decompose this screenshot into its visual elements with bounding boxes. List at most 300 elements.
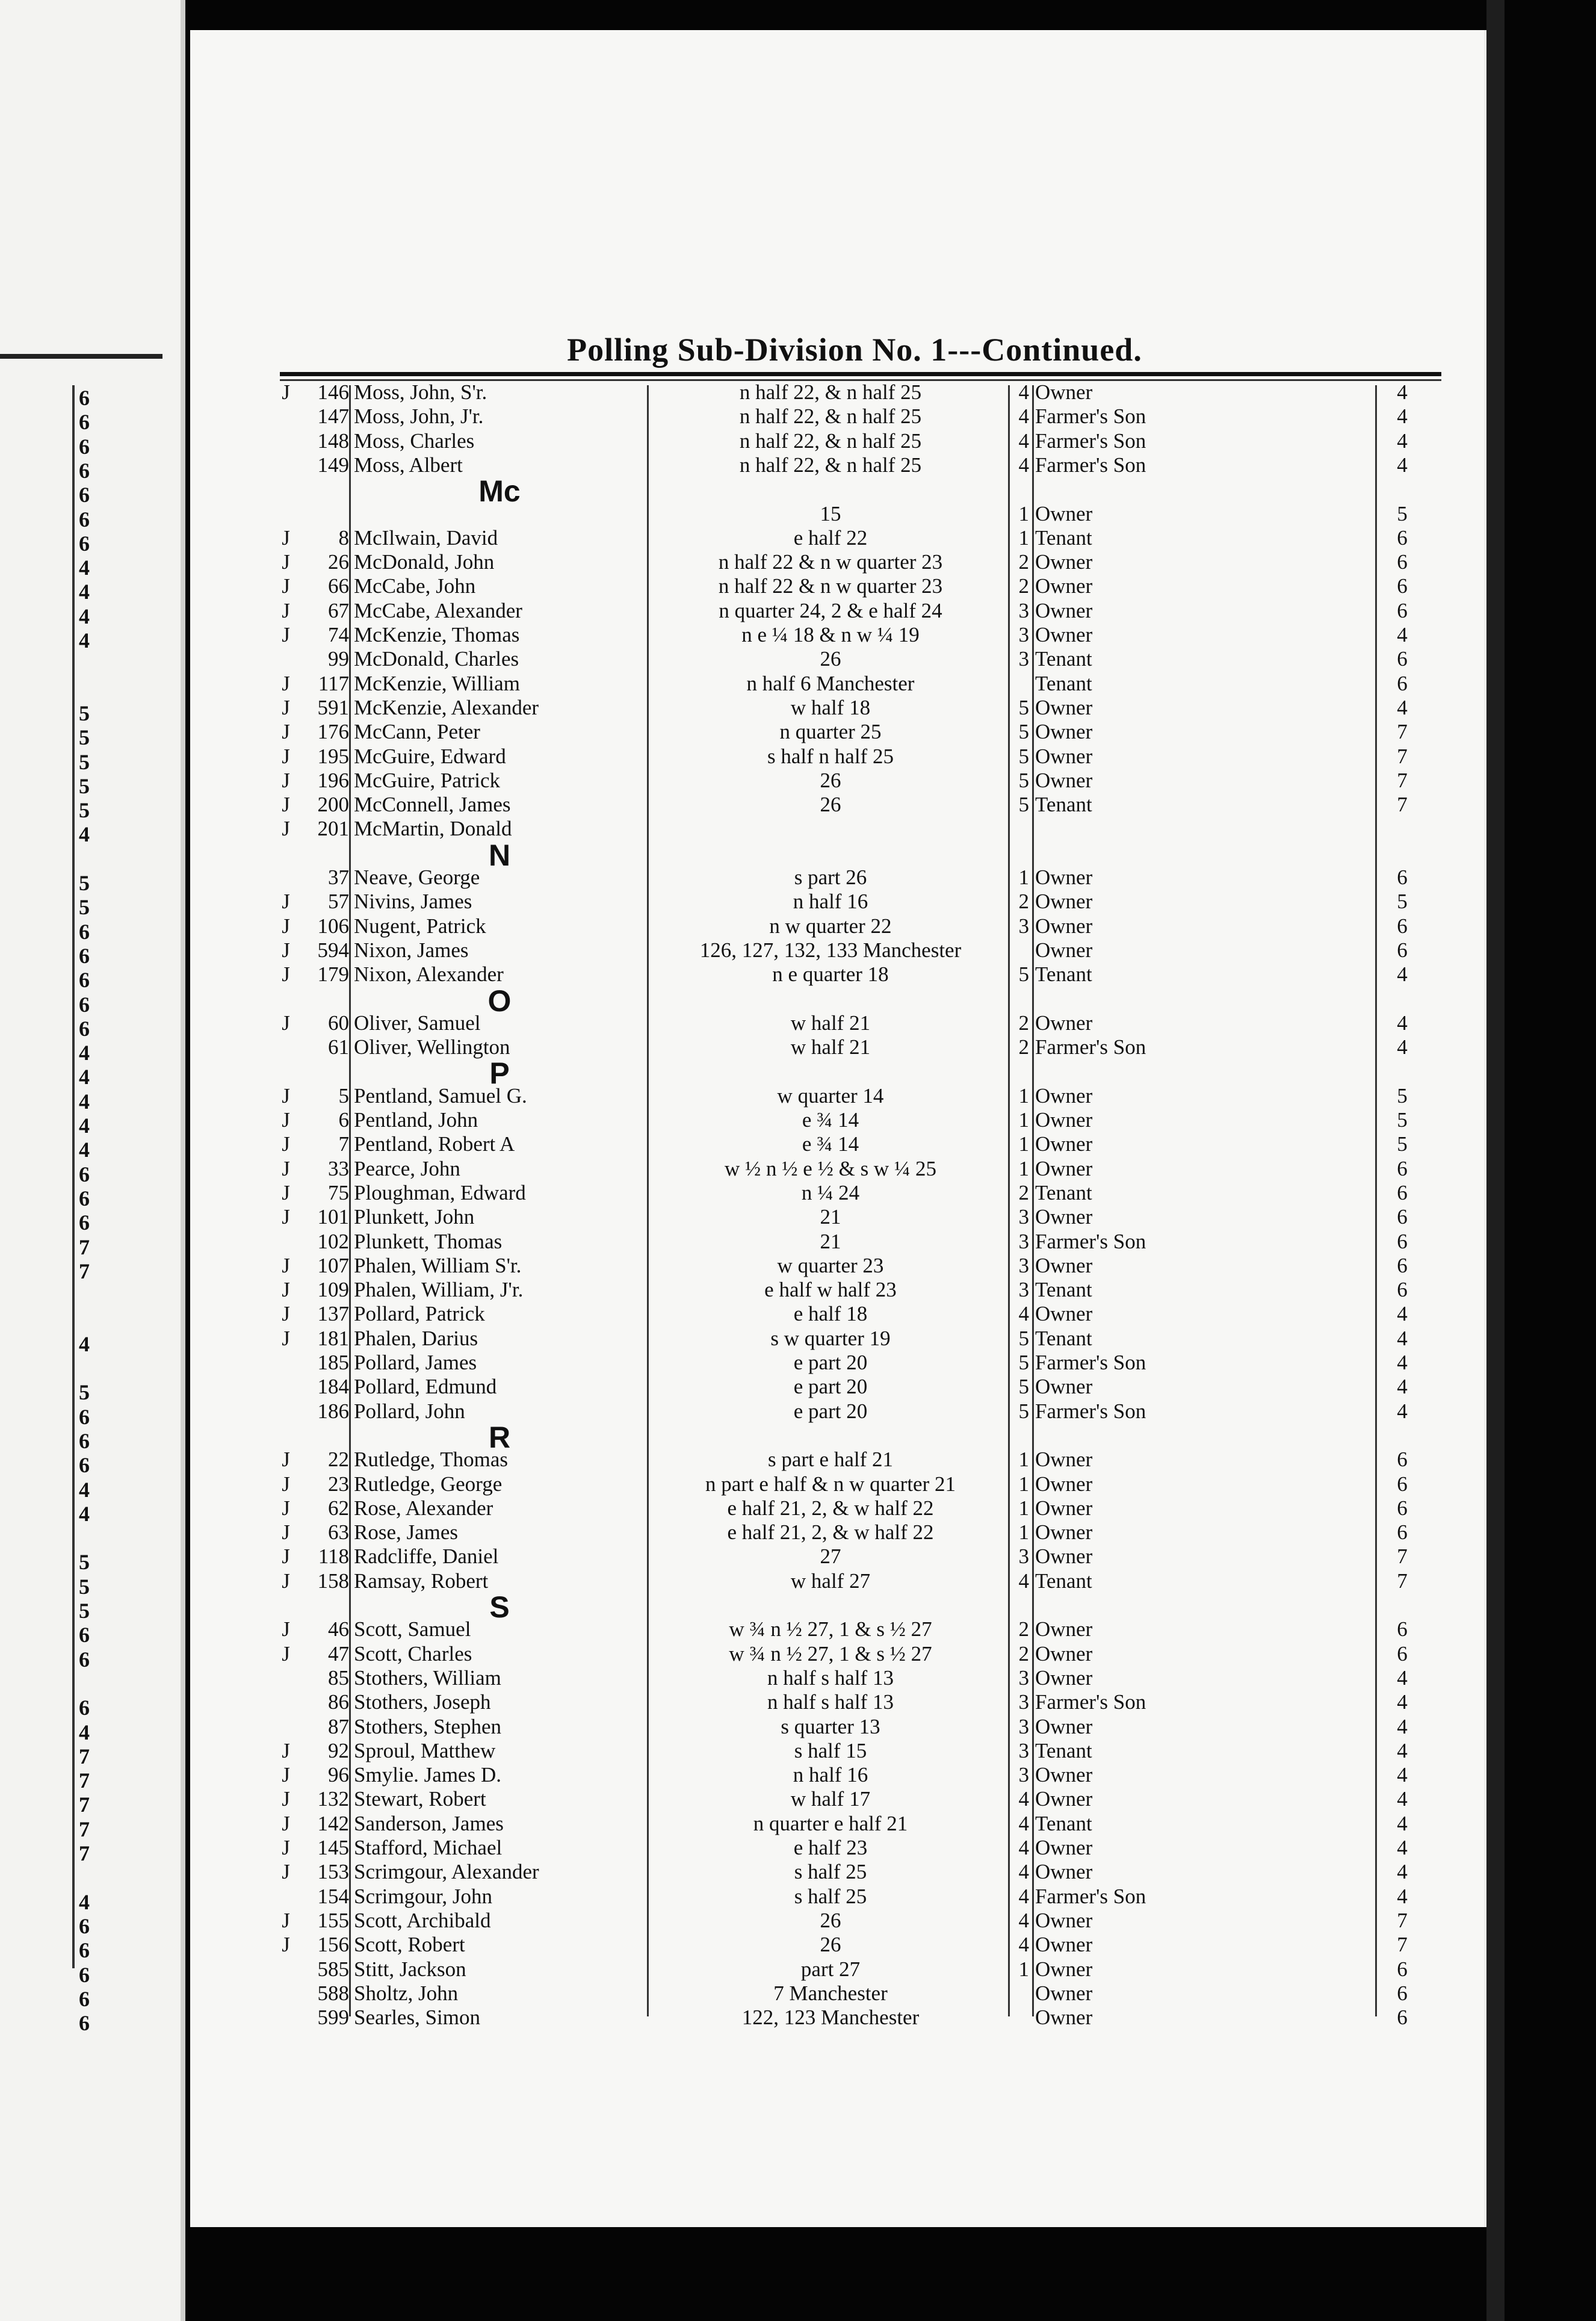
lot-description: s half 15 — [794, 1738, 867, 1762]
concession: 4 — [1018, 1787, 1029, 1811]
left-margin-value: 6 — [79, 483, 90, 507]
voter-name: Scott, Archibald — [354, 1908, 491, 1932]
table-row — [0, 1084, 1596, 1108]
table-row — [0, 380, 1596, 404]
voter-number: 176 — [317, 720, 349, 744]
polling-value: 7 — [1397, 1908, 1408, 1932]
left-margin-value: 4 — [79, 580, 90, 604]
concession: 4 — [1018, 1884, 1029, 1908]
polling-value: 5 — [1397, 501, 1408, 525]
voter-number: 156 — [317, 1933, 349, 1957]
polling-value: 6 — [1397, 914, 1408, 938]
table-row — [0, 890, 1596, 914]
lot-description: 126, 127, 132, 133 Manchester — [699, 938, 962, 962]
left-margin-value: 4 — [79, 1138, 90, 1162]
table-row — [0, 672, 1596, 696]
voter-number: 585 — [317, 1957, 349, 1981]
voter-name: Smylie. James D. — [354, 1763, 501, 1787]
voter-name: Pentland, Robert A — [354, 1132, 515, 1156]
voter-name: McCann, Peter — [354, 720, 480, 744]
voter-number: 147 — [317, 404, 349, 429]
voter-name: Nivins, James — [354, 890, 472, 914]
lot-description: w ¾ n ½ 27, 1 & s ½ 27 — [729, 1641, 932, 1666]
polling-value: 6 — [1397, 2006, 1408, 2030]
juror-mark: J — [282, 574, 290, 598]
juror-mark: J — [282, 793, 290, 817]
status: Owner — [1035, 744, 1093, 768]
voter-name: Neave, George — [354, 866, 480, 889]
concession: 2 — [1018, 1180, 1029, 1204]
table-row — [0, 1302, 1596, 1326]
juror-mark: J — [282, 1496, 290, 1520]
lot-description: w half 21 — [790, 1035, 871, 1059]
table-row — [0, 817, 1596, 841]
juror-mark: J — [282, 938, 290, 962]
polling-value: 4 — [1397, 429, 1408, 453]
polling-value: 4 — [1397, 1375, 1408, 1399]
status: Tenant — [1035, 793, 1092, 817]
voter-name: Stothers, Stephen — [354, 1714, 501, 1738]
voter-name: Oliver, Samuel — [354, 1011, 481, 1035]
lot-description: n half 16 — [793, 1763, 868, 1787]
lot-description: n e quarter 18 — [772, 962, 889, 987]
polling-value: 4 — [1397, 1666, 1408, 1690]
status: Tenant — [1035, 962, 1092, 987]
table-row — [0, 1448, 1596, 1472]
status: Tenant — [1035, 1569, 1092, 1593]
juror-mark: J — [282, 1811, 290, 1835]
voter-name: Nugent, Patrick — [354, 914, 486, 938]
concession: 1 — [1018, 1083, 1029, 1108]
voter-number: 142 — [317, 1811, 349, 1835]
voter-name: Pollard, John — [354, 1399, 465, 1423]
juror-mark: J — [282, 1156, 290, 1180]
left-margin-value: 6 — [79, 1186, 90, 1210]
left-margin-value: 7 — [79, 1259, 90, 1283]
title-rule — [280, 372, 1441, 376]
status: Owner — [1035, 1908, 1093, 1932]
voter-name: Nixon, James — [354, 938, 469, 962]
voter-number: 137 — [317, 1302, 349, 1326]
status: Owner — [1035, 1981, 1093, 2005]
concession: 4 — [1018, 1933, 1029, 1957]
juror-mark: J — [282, 962, 290, 987]
concession: 1 — [1018, 866, 1029, 889]
concession: 2 — [1018, 1035, 1029, 1059]
table-row — [0, 1254, 1596, 1278]
juror-mark: J — [282, 890, 290, 914]
status: Owner — [1035, 598, 1093, 622]
table-row — [0, 1472, 1596, 1496]
table-row — [0, 1982, 1596, 2006]
left-rule — [0, 354, 162, 359]
lot-description: 27 — [820, 1545, 841, 1569]
lot-description: s half n half 25 — [767, 744, 894, 768]
voter-name: Pollard, Edmund — [354, 1375, 497, 1399]
concession: 1 — [1018, 1520, 1029, 1545]
lot-description: w half 17 — [790, 1787, 871, 1811]
polling-value: 4 — [1397, 404, 1408, 429]
table-row — [0, 793, 1596, 817]
lot-description: n quarter 25 — [779, 720, 882, 744]
voter-name: Pearce, John — [354, 1156, 460, 1180]
juror-mark: J — [282, 623, 290, 646]
concession: 2 — [1018, 1617, 1029, 1641]
status: Owner — [1035, 1205, 1093, 1229]
left-margin-value: 6 — [79, 531, 90, 556]
voter-number: 155 — [317, 1908, 349, 1932]
polling-value: 6 — [1397, 598, 1408, 622]
status: Owner — [1035, 1496, 1093, 1520]
table-row — [0, 720, 1596, 744]
status: Owner — [1035, 1132, 1093, 1156]
polling-value: 4 — [1397, 623, 1408, 646]
table-row — [0, 1739, 1596, 1763]
polling-value: 4 — [1397, 453, 1408, 477]
polling-value: 4 — [1397, 1763, 1408, 1787]
juror-mark: J — [282, 1569, 290, 1593]
left-margin-value: 7 — [79, 1841, 90, 1865]
lot-description: e half w half 23 — [764, 1278, 897, 1302]
voter-number: 6 — [338, 1108, 349, 1132]
juror-mark: J — [282, 914, 290, 938]
left-margin-value: 7 — [79, 1235, 90, 1259]
left-margin-value: 4 — [79, 1089, 90, 1114]
lot-description: 26 — [820, 647, 841, 671]
lot-description: n half 6 Manchester — [746, 671, 915, 695]
voter-number: 57 — [328, 890, 349, 914]
polling-value: 7 — [1397, 744, 1408, 768]
left-margin-value: 4 — [79, 628, 90, 652]
lot-description: n quarter e half 21 — [753, 1811, 908, 1835]
concession: 4 — [1018, 1302, 1029, 1326]
lot-description: w quarter 23 — [777, 1253, 884, 1277]
page-title: Polling Sub-Division No. 1---Continued. — [567, 332, 1142, 368]
concession: 3 — [1018, 1666, 1029, 1690]
juror-mark: J — [282, 744, 290, 768]
polling-value: 4 — [1397, 1326, 1408, 1350]
voter-number: 146 — [317, 380, 349, 404]
voter-name: Scott, Charles — [354, 1641, 472, 1666]
voter-number: 75 — [328, 1180, 349, 1204]
voter-name: McKenzie, William — [354, 671, 520, 695]
voter-number: 196 — [317, 768, 349, 792]
juror-mark: J — [282, 1738, 290, 1762]
left-margin-value: 5 — [79, 871, 90, 895]
voter-number: 106 — [317, 914, 349, 938]
lot-description: 26 — [820, 768, 841, 792]
voter-number: 33 — [328, 1156, 349, 1180]
juror-mark: J — [282, 695, 290, 719]
table-row — [0, 1520, 1596, 1545]
concession: 1 — [1018, 1496, 1029, 1520]
concession: 3 — [1018, 1229, 1029, 1253]
voter-number: 87 — [328, 1714, 349, 1738]
polling-value: 6 — [1397, 647, 1408, 671]
concession: 3 — [1018, 1763, 1029, 1787]
polling-value: 6 — [1397, 1520, 1408, 1545]
voter-name: Scott, Samuel — [354, 1617, 471, 1641]
juror-mark: J — [282, 1326, 290, 1350]
concession: 3 — [1018, 914, 1029, 938]
table-row — [0, 1957, 1596, 1982]
concession: 4 — [1018, 453, 1029, 477]
table-row — [0, 599, 1596, 623]
status: Owner — [1035, 1763, 1093, 1787]
concession: 5 — [1018, 962, 1029, 987]
juror-mark: J — [282, 1132, 290, 1156]
table-row — [0, 502, 1596, 526]
status: Tenant — [1035, 671, 1092, 695]
left-margin-value: 6 — [79, 1016, 90, 1041]
concession: 2 — [1018, 1011, 1029, 1035]
voter-name: McGuire, Patrick — [354, 768, 500, 792]
lot-description: n half 22, & n half 25 — [739, 429, 922, 453]
voter-name: Oliver, Wellington — [354, 1035, 510, 1059]
lot-description: e half 23 — [793, 1836, 868, 1859]
lot-description: s part 26 — [794, 866, 867, 889]
status: Tenant — [1035, 647, 1092, 671]
voter-name: Plunkett, John — [354, 1205, 475, 1229]
table-row — [0, 1909, 1596, 1933]
table-row — [0, 526, 1596, 550]
voter-number: 67 — [328, 598, 349, 622]
polling-value: 7 — [1397, 1933, 1408, 1957]
voter-number: 118 — [318, 1545, 349, 1569]
status: Owner — [1035, 1957, 1093, 1981]
juror-mark: J — [282, 817, 290, 841]
juror-mark: J — [282, 1545, 290, 1569]
left-margin-value: 6 — [79, 458, 90, 483]
table-row — [0, 429, 1596, 453]
concession: 1 — [1018, 525, 1029, 550]
voter-number: 185 — [317, 1351, 349, 1374]
lot-description: part 27 — [800, 1957, 861, 1981]
voter-name: Moss, John, S'r. — [354, 380, 487, 404]
status: Farmer's Son — [1035, 1035, 1146, 1059]
table-row — [0, 1690, 1596, 1714]
voter-name: Rose, James — [354, 1520, 459, 1545]
concession: 2 — [1018, 550, 1029, 574]
table-row — [0, 1836, 1596, 1860]
lot-description: n half s half 13 — [767, 1666, 894, 1690]
concession: 2 — [1018, 1641, 1029, 1666]
concession: 3 — [1018, 647, 1029, 671]
lot-description: 21 — [820, 1229, 841, 1253]
left-margin-value: 6 — [79, 1647, 90, 1672]
lot-description: s w quarter 19 — [770, 1326, 891, 1350]
table-row — [0, 2006, 1596, 2030]
voter-name: Moss, John, J'r. — [354, 404, 484, 429]
table-row — [0, 866, 1596, 890]
voter-name: Phalen, Darius — [354, 1326, 478, 1350]
polling-value: 6 — [1397, 1957, 1408, 1981]
voter-number: 154 — [317, 1884, 349, 1908]
lot-description: e ¾ 14 — [802, 1108, 859, 1132]
status: Tenant — [1035, 1180, 1092, 1204]
left-margin-value: 6 — [79, 1162, 90, 1186]
polling-value: 4 — [1397, 1035, 1408, 1059]
table-row — [0, 745, 1596, 769]
concession: 5 — [1018, 1399, 1029, 1423]
polling-value: 4 — [1397, 1836, 1408, 1859]
section-letter-text: N — [488, 838, 511, 872]
lot-description: n w quarter 22 — [769, 914, 892, 938]
concession: 1 — [1018, 1472, 1029, 1496]
status: Farmer's Son — [1035, 453, 1146, 477]
left-margin-value: 5 — [79, 895, 90, 920]
polling-value: 4 — [1397, 1302, 1408, 1326]
table-row — [0, 1860, 1596, 1884]
table-row — [0, 1327, 1596, 1351]
table-row — [0, 623, 1596, 647]
lot-description: n half 22, & n half 25 — [739, 380, 922, 404]
voter-name: McCabe, Alexander — [354, 598, 522, 622]
polling-value: 7 — [1397, 768, 1408, 792]
left-margin-value: 6 — [79, 1914, 90, 1938]
voter-number: 599 — [317, 2006, 349, 2030]
voter-name: Stewart, Robert — [354, 1787, 486, 1811]
table-row — [0, 1569, 1596, 1593]
voter-name: Moss, Albert — [354, 453, 463, 477]
juror-mark: J — [282, 1083, 290, 1108]
status: Owner — [1035, 1836, 1093, 1859]
status: Farmer's Son — [1035, 1399, 1146, 1423]
concession: 3 — [1018, 1253, 1029, 1277]
left-margin-value: 4 — [79, 1501, 90, 1526]
lot-description: n half s half 13 — [767, 1690, 894, 1714]
polling-value: 5 — [1397, 890, 1408, 914]
left-margin-value: 5 — [79, 798, 90, 823]
left-margin-value: 4 — [79, 1477, 90, 1502]
voter-name: Stothers, Joseph — [354, 1690, 491, 1714]
concession: 4 — [1018, 1836, 1029, 1859]
polling-value: 6 — [1397, 938, 1408, 962]
status: Owner — [1035, 720, 1093, 744]
polling-value: 6 — [1397, 866, 1408, 889]
left-margin-value: 6 — [79, 1696, 90, 1720]
juror-mark: J — [282, 1520, 290, 1545]
status: Owner — [1035, 1520, 1093, 1545]
lot-description: w quarter 14 — [777, 1083, 884, 1108]
section-letter-text: P — [489, 1056, 510, 1091]
polling-value: 6 — [1397, 1981, 1408, 2005]
lot-description: 21 — [820, 1205, 841, 1229]
left-margin-value: 5 — [79, 1550, 90, 1575]
left-margin-value: 4 — [79, 1114, 90, 1138]
status: Owner — [1035, 1302, 1093, 1326]
juror-mark: J — [282, 1448, 290, 1472]
polling-value: 4 — [1397, 380, 1408, 404]
concession: 3 — [1018, 1278, 1029, 1302]
voter-name: Rutledge, Thomas — [354, 1448, 508, 1472]
juror-mark: J — [282, 1278, 290, 1302]
lot-description: 26 — [820, 1908, 841, 1932]
voter-number: 63 — [328, 1520, 349, 1545]
voter-number: 195 — [317, 744, 349, 768]
left-margin-value: 6 — [79, 386, 90, 410]
status: Owner — [1035, 1108, 1093, 1132]
juror-mark: J — [282, 1787, 290, 1811]
left-margin-value: 5 — [79, 725, 90, 750]
lot-description: w ¾ n ½ 27, 1 & s ½ 27 — [729, 1617, 932, 1641]
voter-name: Ploughman, Edward — [354, 1180, 526, 1204]
table-row — [0, 1230, 1596, 1254]
polling-value: 4 — [1397, 1811, 1408, 1835]
voter-number: 181 — [317, 1326, 349, 1350]
polling-value: 6 — [1397, 1278, 1408, 1302]
left-margin-value: 5 — [79, 749, 90, 774]
table-row — [0, 1132, 1596, 1156]
lot-description: e ¾ 14 — [802, 1132, 859, 1156]
status: Owner — [1035, 1156, 1093, 1180]
table-row — [0, 962, 1596, 987]
voter-name: McKenzie, Thomas — [354, 623, 520, 646]
status: Owner — [1035, 1011, 1093, 1035]
left-margin-value: 4 — [79, 1331, 90, 1356]
polling-value: 5 — [1397, 1132, 1408, 1156]
voter-name: McCabe, John — [354, 574, 476, 598]
concession: 4 — [1018, 1908, 1029, 1932]
voter-number: 99 — [328, 647, 349, 671]
polling-value: 6 — [1397, 1641, 1408, 1666]
table-row — [0, 1642, 1596, 1666]
concession: 5 — [1018, 720, 1029, 744]
lot-description: n quarter 24, 2 & e half 24 — [719, 598, 942, 622]
polling-value: 7 — [1397, 720, 1408, 744]
voter-name: Sanderson, James — [354, 1811, 504, 1835]
concession: 5 — [1018, 768, 1029, 792]
status: Owner — [1035, 1641, 1093, 1666]
voter-name: Plunkett, Thomas — [354, 1229, 503, 1253]
polling-value: 7 — [1397, 1545, 1408, 1569]
voter-name: Moss, Charles — [354, 429, 475, 453]
voter-number: 61 — [328, 1035, 349, 1059]
concession: 5 — [1018, 1375, 1029, 1399]
voter-number: 107 — [317, 1253, 349, 1277]
juror-mark: J — [282, 1836, 290, 1859]
lot-description: n half 22 & n w quarter 23 — [718, 550, 943, 574]
juror-mark: J — [282, 1205, 290, 1229]
voter-name: Rutledge, George — [354, 1472, 503, 1496]
juror-mark: J — [282, 1763, 290, 1787]
juror-mark: J — [282, 380, 290, 404]
left-margin-value: 4 — [79, 1720, 90, 1744]
voter-name: Stothers, William — [354, 1666, 501, 1690]
left-margin-value: 4 — [79, 556, 90, 580]
concession: 3 — [1018, 1545, 1029, 1569]
voter-number: 109 — [317, 1278, 349, 1302]
status: Owner — [1035, 1787, 1093, 1811]
status: Owner — [1035, 914, 1093, 938]
table-row — [0, 1933, 1596, 1957]
concession: 1 — [1018, 501, 1029, 525]
voter-number: 96 — [328, 1763, 349, 1787]
polling-value: 7 — [1397, 793, 1408, 817]
polling-value: 6 — [1397, 671, 1408, 695]
concession: 4 — [1018, 1811, 1029, 1835]
lot-description: w half 18 — [790, 695, 871, 719]
polling-value: 5 — [1397, 1083, 1408, 1108]
polling-value: 4 — [1397, 1787, 1408, 1811]
status: Tenant — [1035, 1278, 1092, 1302]
juror-mark: J — [282, 598, 290, 622]
status: Owner — [1035, 501, 1093, 525]
polling-value: 4 — [1397, 1351, 1408, 1374]
lot-description: s half 25 — [794, 1860, 867, 1884]
concession: 4 — [1018, 380, 1029, 404]
lot-description: e part 20 — [793, 1351, 868, 1374]
